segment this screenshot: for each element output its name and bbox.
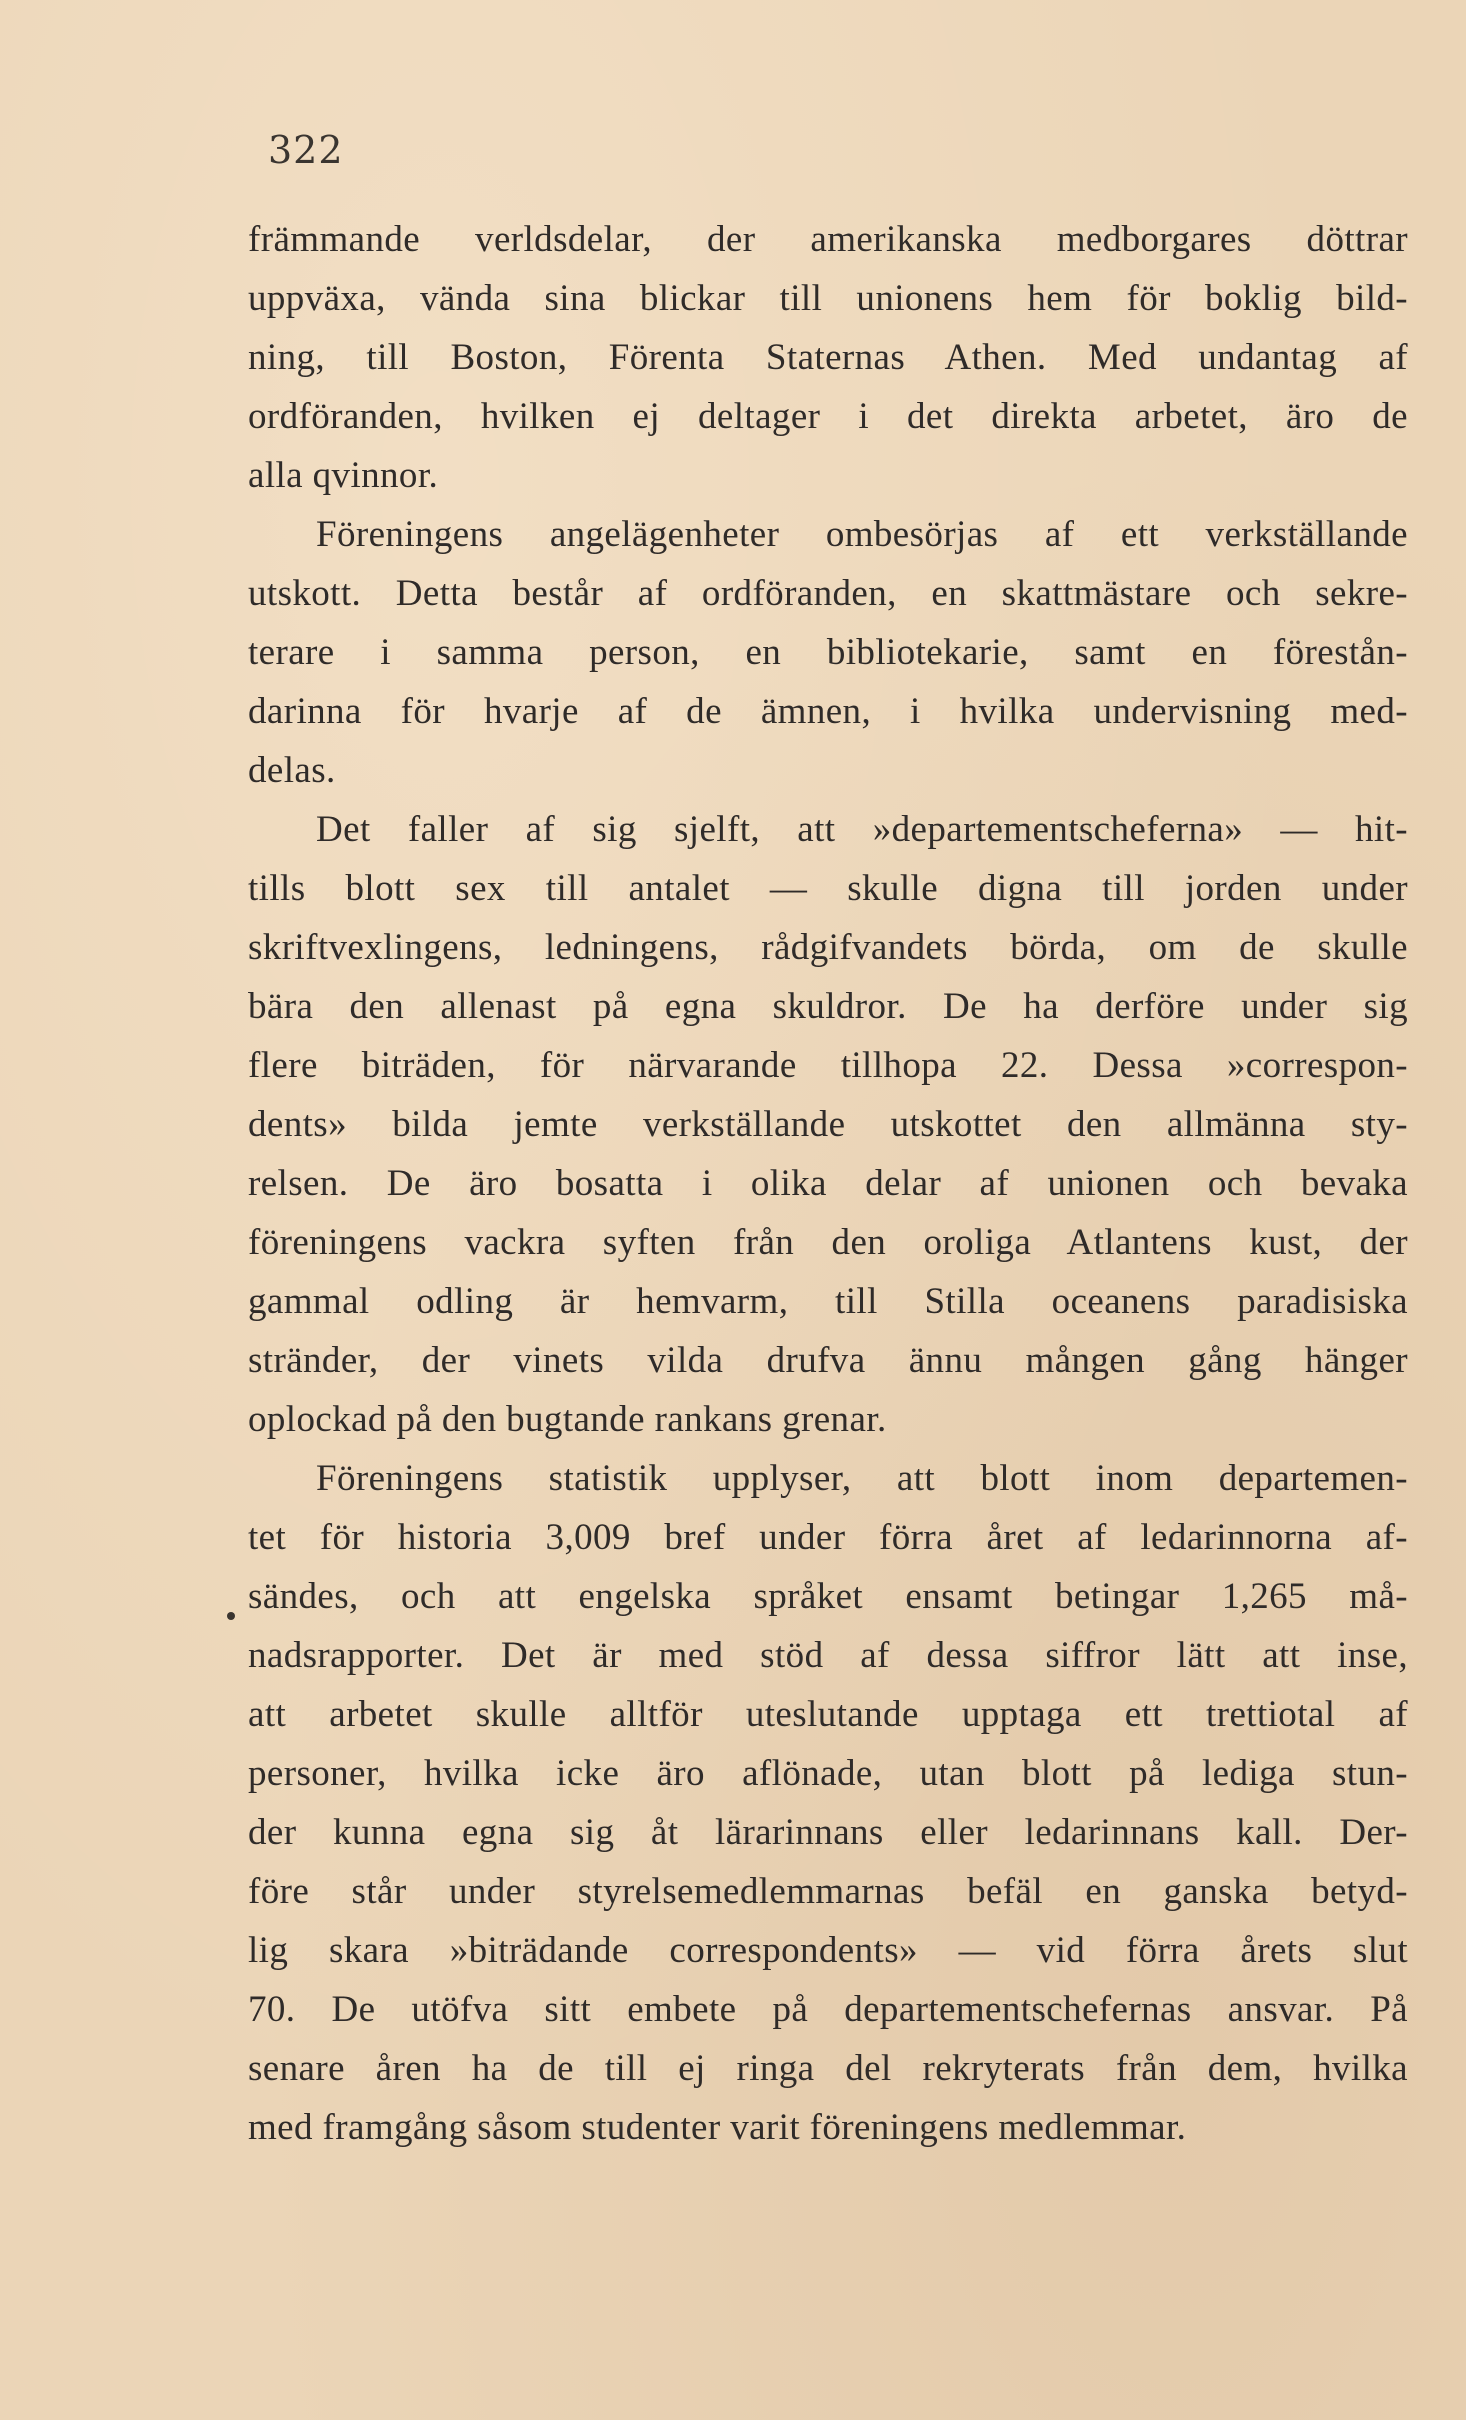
text-line: relsen. De äro bosatta i olika delar af unionen och bevaka — [248, 1163, 1408, 1204]
text-line: uppväxa, vända sina blickar till unionens hem för boklig bild- — [248, 278, 1408, 319]
text-line: senare åren ha de till ej ringa del rekryterats från dem, hvilka — [248, 2048, 1408, 2089]
margin-mark — [227, 1612, 235, 1620]
text-line: oplockad på den bugtande rankans grenar. — [248, 1399, 887, 1440]
page-number: 322 — [268, 128, 344, 172]
text-line: främmande verldsdelar, der amerikanska medborgares döttrar — [248, 219, 1408, 260]
text-line: bära den allenast på egna skuldror. De ha derföre under sig — [248, 986, 1408, 1027]
text-line: ning, till Boston, Förenta Staternas Athen. Med undantag af — [248, 337, 1408, 378]
text-line: skriftvexlingens, ledningens, rådgifvandets börda, om de skulle — [248, 927, 1408, 968]
text-line: der kunna egna sig åt lärarinnans eller ledarinnans kall. Der- — [248, 1812, 1408, 1853]
text-line: tills blott sex till antalet — skulle digna till jorden under — [248, 868, 1408, 909]
text-line: alla qvinnor. — [248, 455, 439, 496]
text-line: delas. — [248, 750, 336, 791]
text-line: personer, hvilka icke äro aflönade, utan blott på lediga stun- — [248, 1753, 1408, 1794]
text-line: 70. De utöfva sitt embete på departementschefernas ansvar. På — [248, 1989, 1408, 2030]
text-line: nadsrapporter. Det är med stöd af dessa siffror lätt att inse, — [248, 1635, 1408, 1676]
text-line: med framgång såsom studenter varit föreningens medlemmar. — [248, 2107, 1187, 2148]
text-line: före står under styrelsemedlemmarnas befäl en ganska betyd- — [248, 1871, 1408, 1912]
text-line: Föreningens angelägenheter ombesörjas af ett verkställande — [316, 514, 1408, 555]
text-line: utskott. Detta består af ordföranden, en skattmästare och sekre- — [248, 573, 1408, 614]
text-line: flere biträden, för närvarande tillhopa 22. Dessa »correspon- — [248, 1045, 1408, 1086]
text-line: ordföranden, hvilken ej deltager i det direkta arbetet, äro de — [248, 396, 1408, 437]
text-line: tet för historia 3,009 bref under förra året af ledarinnorna af- — [248, 1517, 1408, 1558]
text-line: dents» bilda jemte verkställande utskottet den allmänna sty- — [248, 1104, 1408, 1145]
text-line: Föreningens statistik upplyser, att blott inom departemen- — [316, 1458, 1408, 1499]
text-line: föreningens vackra syften från den oroliga Atlantens kust, der — [248, 1222, 1408, 1263]
text-line: Det faller af sig sjelft, att »departementscheferna» — hit- — [316, 809, 1408, 850]
text-line: terare i samma person, en bibliotekarie, samt en förestån- — [248, 632, 1408, 673]
body-text — [248, 210, 1408, 2157]
text-line: sändes, och att engelska språket ensamt betingar 1,265 må- — [248, 1576, 1408, 1617]
text-line: att arbetet skulle alltför uteslutande upptaga ett trettiotal af — [248, 1694, 1408, 1735]
text-line: lig skara »biträdande correspondents» — vid förra årets slut — [248, 1930, 1408, 1971]
text-line: gammal odling är hemvarm, till Stilla oceanens paradisiska — [248, 1281, 1408, 1322]
text-line: darinna för hvarje af de ämnen, i hvilka undervisning med- — [248, 691, 1408, 732]
text-line: stränder, der vinets vilda drufva ännu mången gång hänger — [248, 1340, 1408, 1381]
